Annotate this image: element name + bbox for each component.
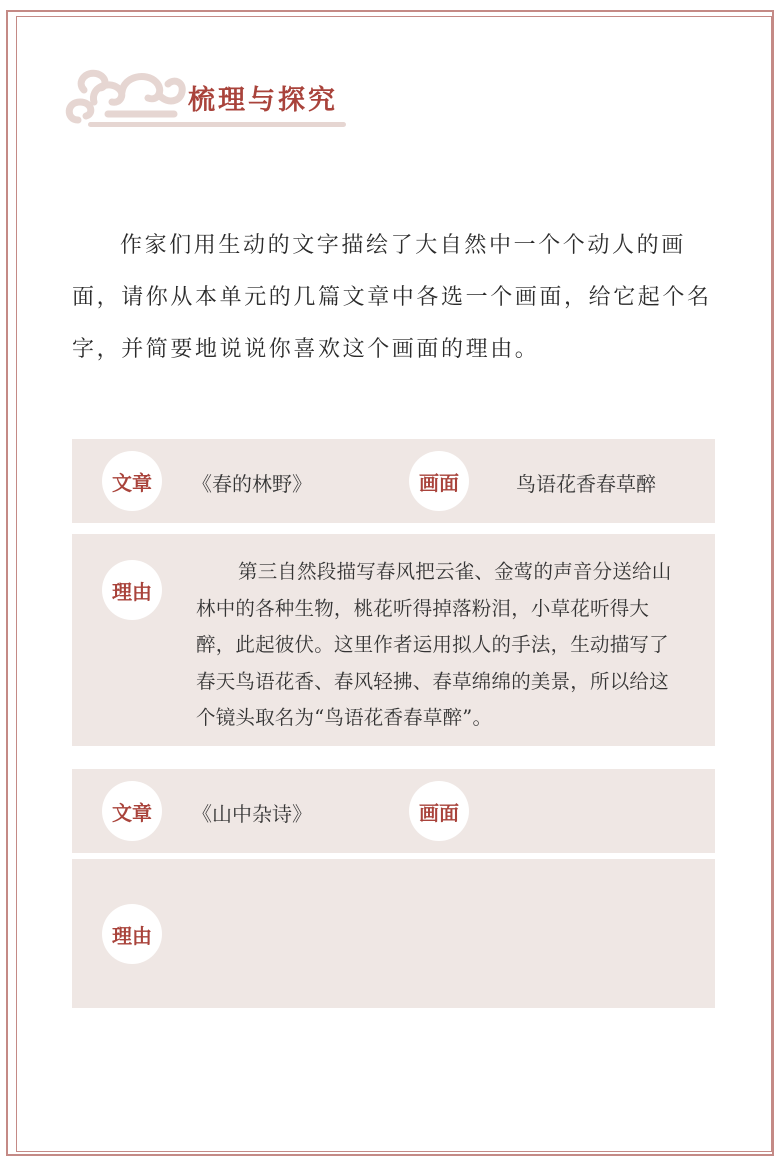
article-label-badge: 文章 [102,781,162,841]
article-title: 《春的林野》 [192,472,312,496]
scene-name: 鸟语花香春草醉 [516,472,656,496]
scene-label-badge: 画面 [409,781,469,841]
article-row [72,439,715,523]
intro-paragraph: 作家们用生动的文字描绘了大自然中一个个动人的画面，请你从本单元的几篇文章中各选一个画面，给它起个名字，并简要地说说你喜欢这个画面的理由。 [72,233,712,362]
reason-label-badge: 理由 [102,560,162,620]
article-title: 《山中杂诗》 [192,802,312,826]
reason-text: 第三自然段描写春风把云雀、金莺的声音分送给山林中的各种生物，桃花听得掉落粉泪，小草花听得大醉，此起彼伏。这里作者运用拟人的手法，生动描写了春天鸟语花香、春风轻拂、春草绵绵的美景，所以给这个镜头取名为“鸟语花香春草醉”。 [196,560,672,729]
scene-label-badge: 画面 [409,451,469,511]
section-header [64,62,384,132]
page-title: 梳理与探究 [188,85,338,116]
reason-label-badge: 理由 [102,904,162,964]
article-label-badge: 文章 [102,451,162,511]
reason-row [72,534,715,746]
article-row [72,769,715,853]
reason-row [72,859,715,1008]
